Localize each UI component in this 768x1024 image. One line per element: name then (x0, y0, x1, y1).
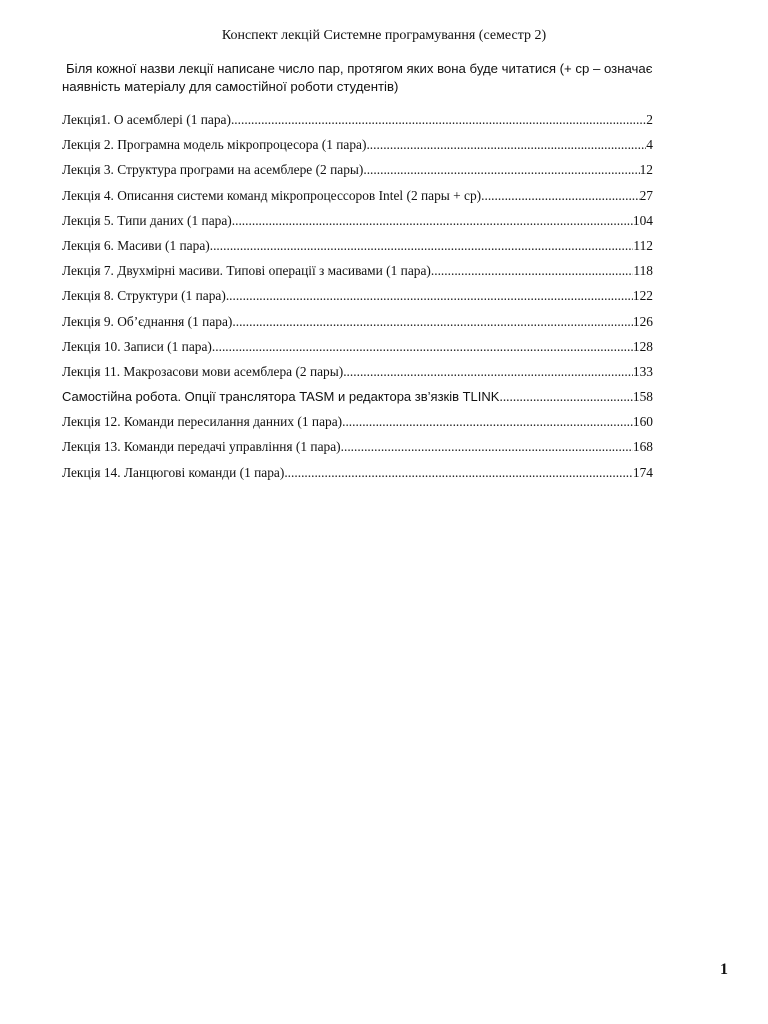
toc-entry-title: Лекція 10. Записи (1 пара) (62, 338, 212, 354)
toc-entry[interactable] (62, 412, 653, 437)
dot-leader (431, 261, 634, 281)
dot-leader (342, 412, 633, 432)
toc-entry-title: Лекція 4. Описання системи команд мікропроцессоров Intel (2 пары + ср) (62, 187, 482, 203)
intro-line: Біля кожної назви лекції написане число пар, протягом яких вона буде читатися (+ ср – означає (66, 61, 653, 76)
toc-entry-title: Лекція 12. Команди пересилання данних (1 пара) (62, 414, 343, 430)
toc-entry[interactable] (62, 362, 653, 387)
toc-entry-title: Лекція 2. Програмна модель мікропроцесора (1 пара) (62, 137, 367, 153)
toc-entry-title: Лекція 11. Макрозасови мови асемблера (2 пары) (62, 363, 344, 379)
toc-entry[interactable] (62, 160, 653, 185)
toc-entry[interactable] (62, 337, 653, 362)
toc-entry-page: 12 (639, 162, 653, 178)
table-of-contents (62, 110, 653, 488)
toc-entry[interactable] (62, 286, 653, 311)
toc-entry-page: 104 (632, 212, 653, 228)
toc-entry[interactable] (62, 312, 653, 337)
toc-entry[interactable] (62, 387, 653, 412)
toc-entry[interactable] (62, 211, 653, 236)
toc-entry[interactable] (62, 437, 653, 462)
toc-entry-page: 168 (632, 439, 653, 455)
toc-entry-page: 118 (633, 263, 653, 279)
dot-leader (499, 387, 632, 407)
toc-entry-page: 128 (632, 338, 653, 354)
dot-leader (226, 286, 633, 306)
toc-entry[interactable] (62, 186, 653, 211)
toc-entry-title: Лекція 14. Ланцюгові команди (1 пара) (62, 464, 285, 480)
dot-leader (481, 186, 639, 206)
toc-entry-title: Самостійна робота. Опції транслятора TASM и редактора зв’язків TLINK (62, 389, 500, 405)
page-title: Конспект лекцій Системне програмування (семестр 2) (221, 28, 547, 43)
toc-entry-page: 112 (633, 237, 653, 253)
toc-entry-title: Лекція1. О асемблері (1 пара) (62, 112, 231, 127)
dot-leader (212, 337, 633, 357)
toc-entry-title: Лекція 3. Структура програми на асемблере (2 пары) (62, 162, 364, 178)
dot-leader (231, 110, 646, 130)
dot-leader (284, 463, 633, 483)
toc-entry-page: 2 (646, 112, 653, 127)
page-number: 1 (720, 961, 728, 978)
toc-entry-title: Лекція 6. Масиви (1 пара) (62, 237, 210, 253)
toc-entry[interactable] (62, 135, 653, 160)
dot-leader (232, 211, 633, 231)
toc-entry-page: 174 (632, 464, 653, 480)
dot-leader (341, 437, 633, 457)
toc-entry-page: 126 (632, 313, 653, 329)
toc-entry-page: 158 (632, 389, 653, 405)
intro-line: наявність матеріалу для самостійної роботи студентів) (62, 79, 399, 94)
toc-entry-title: Лекція 13. Команди передачі управління (1 пара) (62, 439, 341, 455)
toc-entry-page: 133 (632, 363, 653, 379)
toc-entry-page: 4 (646, 137, 653, 153)
toc-entry-page: 160 (632, 414, 653, 430)
toc-entry[interactable] (62, 110, 653, 135)
dot-leader (366, 135, 646, 155)
toc-entry-page: 27 (639, 187, 653, 203)
toc-entry[interactable] (62, 261, 653, 286)
dot-leader (232, 312, 633, 332)
intro-paragraph (64, 60, 704, 96)
dot-leader (210, 236, 634, 256)
toc-entry-title: Лекція 9. Об’єднання (1 пара) (62, 313, 233, 329)
toc-entry-title: Лекція 7. Двухмірні масиви. Типові операції з масивами (1 пара) (62, 263, 431, 279)
dot-leader (343, 362, 633, 382)
toc-entry[interactable] (62, 463, 653, 488)
toc-entry-title: Лекція 5. Типи даних (1 пара) (62, 212, 232, 228)
toc-entry[interactable] (62, 236, 653, 261)
toc-entry-title: Лекція 8. Структури (1 пара) (62, 288, 226, 304)
dot-leader (363, 160, 639, 180)
toc-entry-page: 122 (632, 288, 653, 304)
